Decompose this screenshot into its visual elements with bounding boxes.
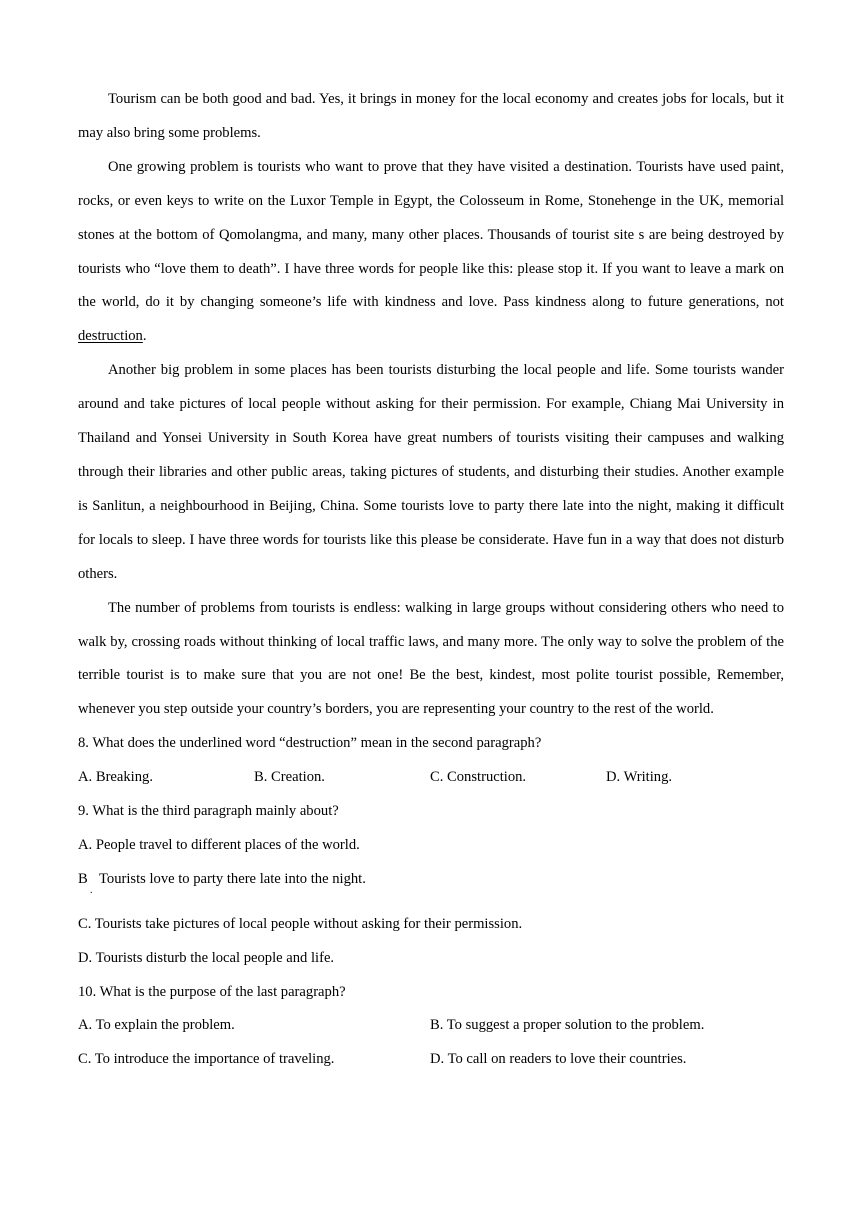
- question-8-options: [78, 761, 784, 795]
- q9-option-b[interactable]: [78, 863, 784, 897]
- q10-option-d[interactable]: D. To call on readers to love their countries.: [430, 1051, 687, 1068]
- q9-option-a[interactable]: A. People travel to different places of the world.: [78, 836, 360, 853]
- q9-option-b-dot: .: [90, 884, 93, 896]
- passage-paragraph-4: The number of problems from tourists is endless: walking in large groups without considering others who need to walk by, crossing roads without thinking of local traffic laws, and many more. The only way to solve the problem of the terrible tourist is to make sure that you are not one! Be the best, kindest, most polite tourist possible, Remember, whenever you step outside your country’s borders, you are representing your country to the rest of the world.: [78, 599, 784, 718]
- question-10-options-row-2: [78, 1043, 784, 1077]
- passage-paragraph-2: [78, 151, 784, 354]
- paragraph-2-end: .: [142, 328, 147, 345]
- question-10-stem: 10. What is the purpose of the last paragraph?: [78, 983, 346, 1000]
- q10-option-b[interactable]: B. To suggest a proper solution to the problem.: [430, 1017, 705, 1034]
- question-8-stem: 8. What does the underlined word “destruction” mean in the second paragraph?: [78, 735, 542, 752]
- question-10-options-row-1: [78, 1009, 784, 1043]
- q8-option-b[interactable]: B. Creation.: [254, 769, 325, 786]
- q10-option-a[interactable]: A. To explain the problem.: [78, 1017, 235, 1034]
- q8-option-d[interactable]: D. Writing.: [606, 769, 673, 786]
- underlined-word: destruction: [78, 328, 143, 345]
- q9-option-d[interactable]: D. Tourists disturb the local people and life.: [78, 949, 335, 966]
- q9-option-b-letter: B: [78, 870, 88, 887]
- passage-paragraph-1: Tourism can be both good and bad. Yes, it brings in money for the local economy and creates jobs for locals, but it may also bring some problems.: [78, 91, 784, 141]
- document-page: [78, 83, 784, 1077]
- q8-option-c[interactable]: C. Construction.: [430, 769, 527, 786]
- q9-option-b-text: Tourists love to party there late into the night.: [99, 870, 366, 887]
- passage-paragraph-3: Another big problem in some places has been tourists disturbing the local people and life. Some tourists wander around and take pictures of local people without asking for their permission. For example, Chiang Mai University in Thailand and Yonsei University in South Korea have great numbers of tourists visiting their campuses and walking through their libraries and other public areas, taking pictures of students, and disturbing their studies. Another example is Sanlitun, a neighbourhood in Beijing, China. Some tourists love to party there late into the night, making it difficult for locals to sleep. I have three words for tourists like this please be considerate. Have fun in a way that does not disturb others.: [78, 362, 784, 582]
- q10-option-c[interactable]: C. To introduce the importance of traveling.: [78, 1051, 335, 1068]
- q8-option-a[interactable]: A. Breaking.: [78, 769, 153, 786]
- question-9-stem: 9. What is the third paragraph mainly about?: [78, 803, 339, 820]
- paragraph-2-text: One growing problem is tourists who want to prove that they have visited a destination. Tourists have used paint, rocks, or even keys to write on the Luxor Temple in Egypt, the Colosseum in Rome, Stonehenge in the UK, memorial stones at the bottom of Qomolangma, and many, many other places. Thousands of tourist site s are being destroyed by tourists who “love them to death”. I have three words for people like this: please stop it. If you want to leave a mark on the world, do it by changing someone’s life with kindness and love. Pass kindness along to future generations, not: [78, 158, 784, 311]
- q9-option-c[interactable]: C. Tourists take pictures of local people without asking for their permission.: [78, 915, 523, 932]
